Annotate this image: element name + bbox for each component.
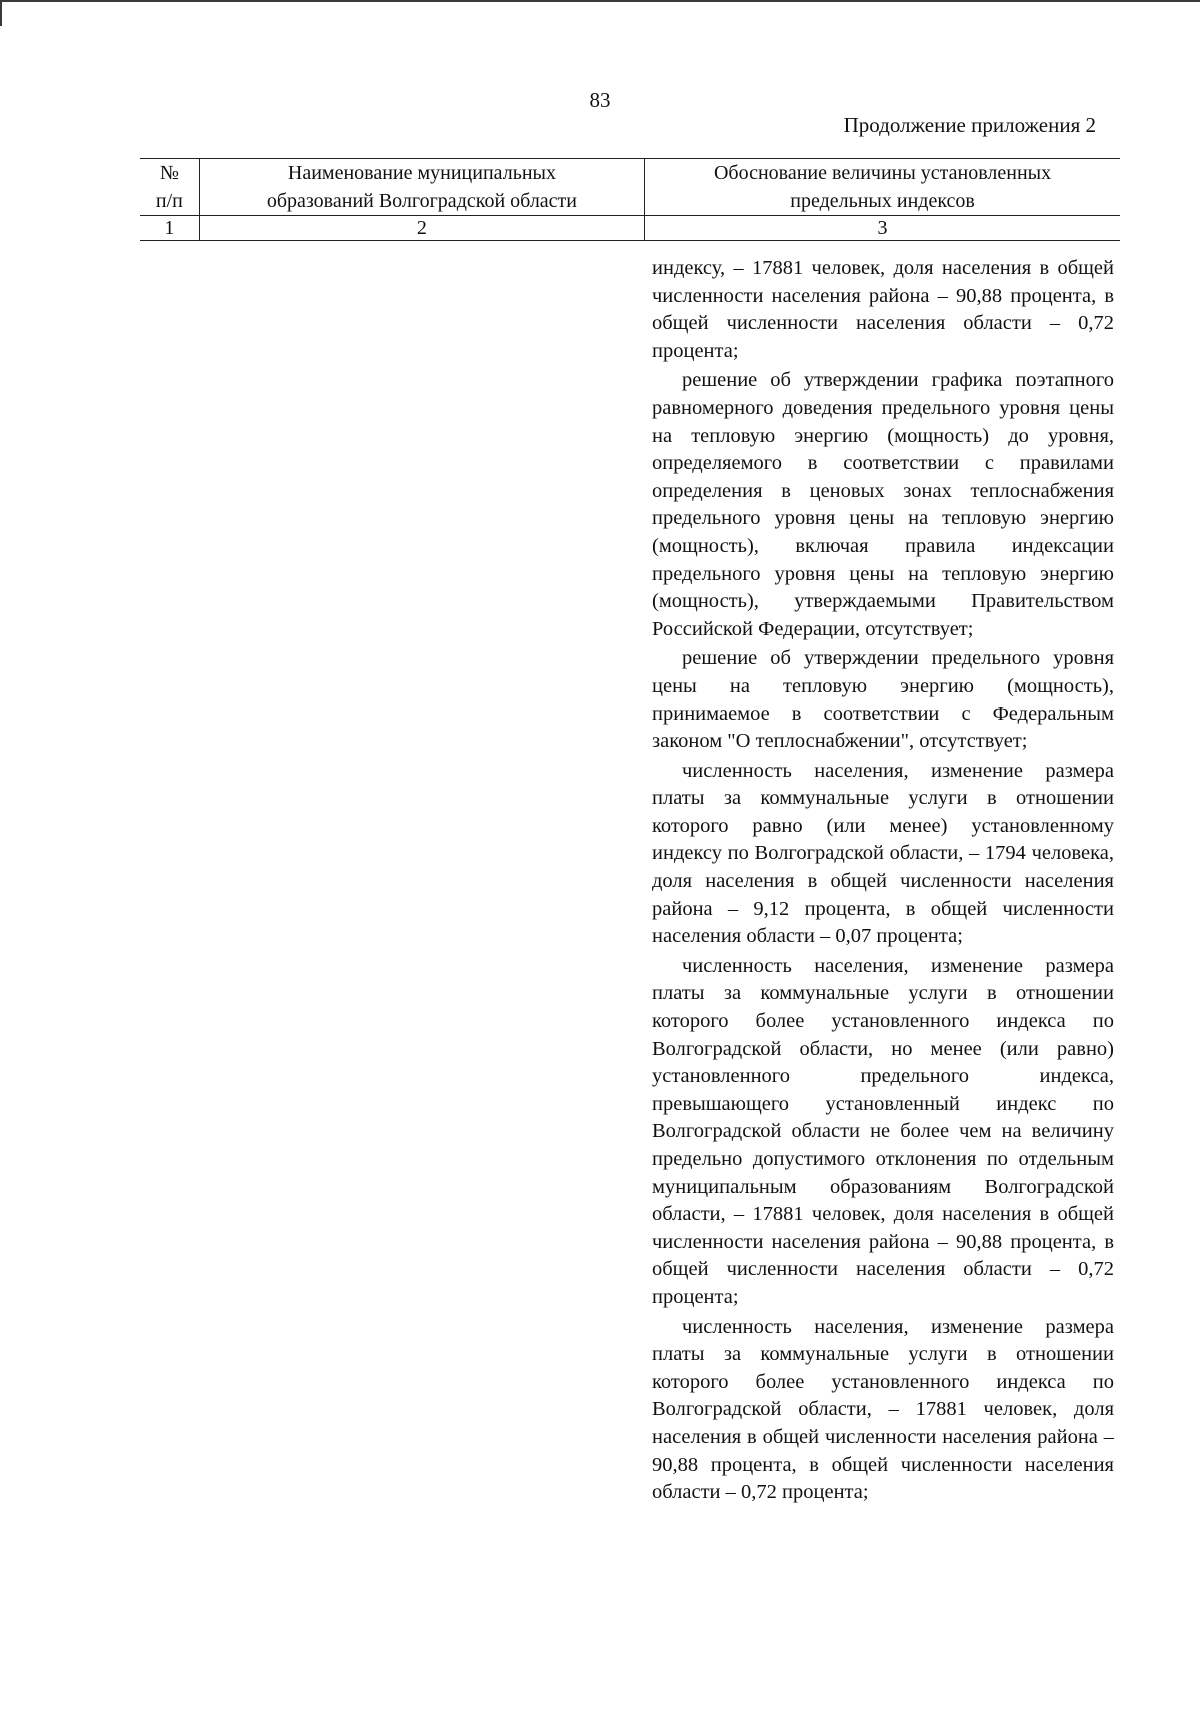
header-cell-number-line2: п/п [155, 190, 183, 212]
header-cell-justification-line2: предельных индексов [790, 190, 975, 212]
table-header-row [140, 159, 1120, 216]
header-cell-justification-line1: Обоснование величины установленных [713, 162, 1052, 184]
paragraph-population-equal-index: численность населения, изменение размера платы за коммунальные услуги в отношении которого равно (или менее) установленному индексу по Волгоградской области, – 1794 человека, доля населения в общей численности населения района – 9,12 процента, в общей численности населения области – 0,07 процента; [652, 759, 1114, 948]
header-cell-municipality-line1: Наименование муниципальных [287, 162, 556, 184]
header-cell-number [140, 159, 199, 216]
column-number-1: 1 [140, 216, 199, 241]
paragraph-population-above-index-within-limit: численность населения, изменение размера платы за коммунальные услуги в отношении которого более установленного индекса по Волгоградской области, но менее (или равно) установленного предельного индекса, превышающего установленный индекс по Волгоградской области не более чем на величину предельно допустимого отклонения по отдельным муниципальным образованиям Волгоградской области, – 17881 человек, доля населения в общей численности населения района – 90,88 процента, в общей численности населения области – 0,72 процента; [652, 954, 1114, 1308]
table-column-numbers-row [140, 216, 1120, 241]
paragraph-heat-schedule-decision: решение об утверждении графика поэтапного равномерного доведения предельного уровня цены на тепловую энергию (мощность) до уровня, определяемого в соответствии с правилами определения в ценовых зонах теплоснабжения предельного уровня цены на тепловую энергию (мощность), включая правила индексации предельного уровня цены на тепловую энергию (мощность), утверждаемыми Правительством Российской Федерации, отсутствует; [652, 369, 1114, 640]
header-cell-municipality-line2: образований Волгоградской области [266, 190, 577, 212]
column-number-3: 3 [645, 216, 1120, 241]
justification-text [652, 255, 1114, 1507]
page-number: 83 [589, 88, 611, 112]
header-cell-number-line1: № [159, 162, 179, 184]
column-number-2: 2 [199, 216, 644, 241]
paragraph-heat-price-decision: решение об утверждении предельного уровня цены на тепловую энергию (мощность), принимаемое в соответствии с Федеральным законом "О теплоснабжении", отсутствует; [652, 647, 1114, 753]
table-header [140, 158, 1120, 241]
appendix-continuation-note: Продолжение приложения 2 [843, 113, 1096, 137]
header-cell-municipality [199, 159, 644, 216]
scan-edge-top [0, 0, 1200, 2]
paragraph-population-above-index: численность населения, изменение размера платы за коммунальные услуги в отношении которого более установленного индекса по Волгоградской области, – 17881 человек, доля населения в общей численности населения района – 90,88 процента, в общей численности населения области – 0,72 процента; [652, 1315, 1114, 1504]
scan-edge-left [0, 0, 2, 26]
header-cell-justification [645, 159, 1120, 216]
paragraph-continuation: индексу, – 17881 человек, доля населения в общей численности населения района – 90,88 процента, в общей численности населения области – 0,72 процента; [652, 257, 1114, 362]
